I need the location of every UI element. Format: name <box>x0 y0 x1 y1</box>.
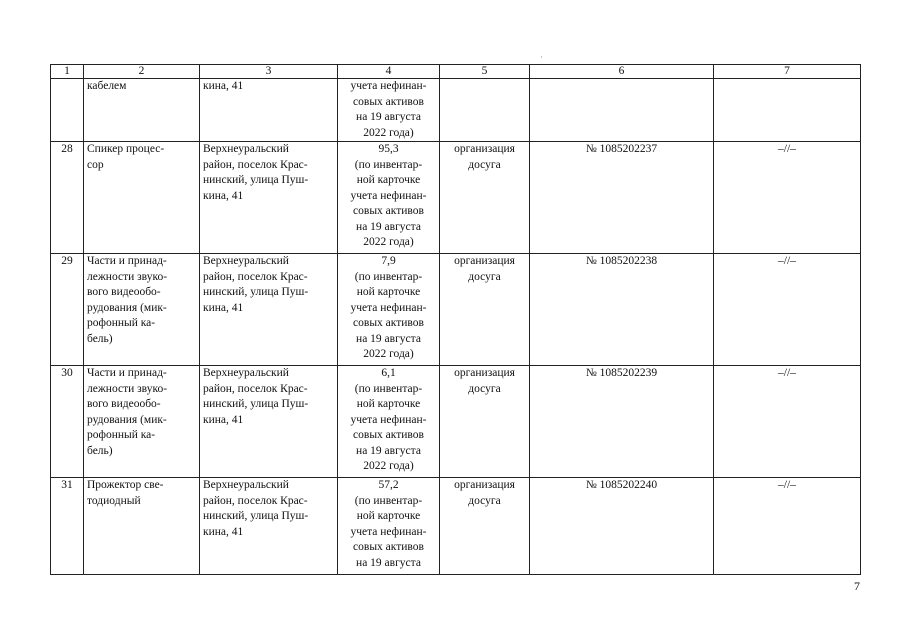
item-name: Части и принад- лежности звуко- вого видеообо- рудования (мик- рофонный ка- бель) <box>84 254 200 366</box>
item-value: 95,3 (по инвентар- ной карточке учета нефинан- совых активов на 19 августа 2022 года) <box>338 142 440 254</box>
item-address: Верхнеуральский район, поселок Крас- нинский, улица Пуш- кина, 41 <box>200 254 338 366</box>
row-number: 31 <box>51 478 84 575</box>
item-note <box>714 79 861 142</box>
column-number-1: 1 <box>51 65 84 79</box>
column-number-6: 6 <box>530 65 714 79</box>
table-header-row <box>51 65 861 79</box>
item-purpose: организация досуга <box>440 478 530 575</box>
item-value: 57,2 (по инвентар- ной карточке учета нефинан- совых активов на 19 августа <box>338 478 440 575</box>
page-number: 7 <box>854 579 860 593</box>
inventory-number: № 1085202238 <box>530 254 714 366</box>
inventory-number: № 1085202237 <box>530 142 714 254</box>
item-address: кина, 41 <box>200 79 338 142</box>
item-address: Верхнеуральский район, поселок Крас- нинский, улица Пуш- кина, 41 <box>200 478 338 575</box>
item-note: –//– <box>714 142 861 254</box>
inventory-number: № 1085202239 <box>530 366 714 478</box>
item-address: Верхнеуральский район, поселок Крас- нинский, улица Пуш- кина, 41 <box>200 142 338 254</box>
row-number: 28 <box>51 142 84 254</box>
column-number-4: 4 <box>338 65 440 79</box>
item-note: –//– <box>714 254 861 366</box>
table-row <box>51 142 861 254</box>
column-number-5: 5 <box>440 65 530 79</box>
table-row <box>51 478 861 575</box>
table-row <box>51 254 861 366</box>
inventory-number <box>530 79 714 142</box>
item-note: –//– <box>714 478 861 575</box>
inventory-number: № 1085202240 <box>530 478 714 575</box>
row-number: 29 <box>51 254 84 366</box>
table-row <box>51 366 861 478</box>
table-row <box>51 79 861 142</box>
item-name: Прожектор све- тодиодный <box>84 478 200 575</box>
item-purpose: организация досуга <box>440 366 530 478</box>
item-value: учета нефинан- совых активов на 19 августа 2022 года) <box>338 79 440 142</box>
column-number-3: 3 <box>200 65 338 79</box>
item-name: Спикер процес- сор <box>84 142 200 254</box>
item-purpose: организация досуга <box>440 254 530 366</box>
column-number-2: 2 <box>84 65 200 79</box>
property-table <box>50 64 861 575</box>
row-number <box>51 79 84 142</box>
item-value: 6,1 (по инвентар- ной карточке учета нефинан- совых активов на 19 августа 2022 года) <box>338 366 440 478</box>
item-note: –//– <box>714 366 861 478</box>
scan-speck: · <box>540 52 543 62</box>
row-number: 30 <box>51 366 84 478</box>
item-name: Части и принад- лежности звуко- вого видеообо- рудования (мик- рофонный ка- бель) <box>84 366 200 478</box>
item-value: 7,9 (по инвентар- ной карточке учета нефинан- совых активов на 19 августа 2022 года) <box>338 254 440 366</box>
column-number-7: 7 <box>714 65 861 79</box>
item-purpose: организация досуга <box>440 142 530 254</box>
item-purpose <box>440 79 530 142</box>
item-name: кабелем <box>84 79 200 142</box>
item-address: Верхнеуральский район, поселок Крас- нинский, улица Пуш- кина, 41 <box>200 366 338 478</box>
